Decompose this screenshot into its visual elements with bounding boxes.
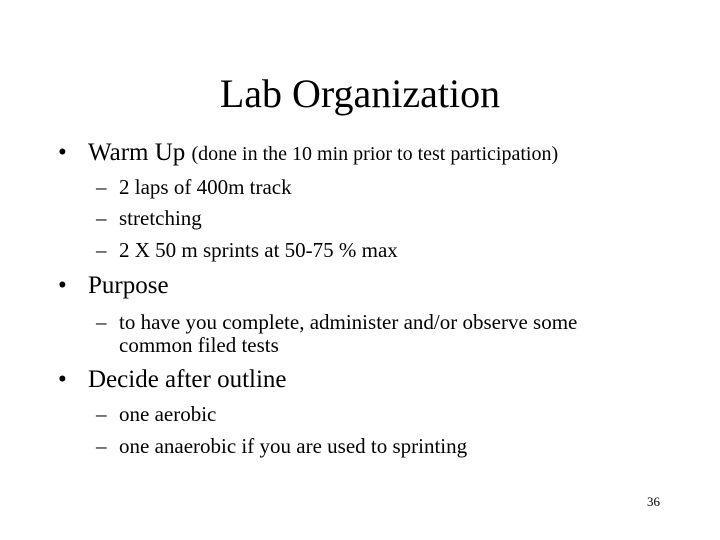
bullet-label: Warm Up — [88, 139, 186, 166]
bullet-marker: • — [58, 139, 67, 166]
bullet-warm-up — [58, 138, 698, 169]
bullet-decide — [58, 365, 698, 395]
bullet-label: Purpose — [88, 272, 169, 299]
sub-item — [96, 433, 467, 459]
sub-item — [96, 401, 216, 427]
sub-item-text: to have you complete, administer and/or observe some common filed tests — [119, 310, 578, 357]
sub-item-text: stretching — [119, 206, 202, 230]
dash-marker: – — [96, 434, 107, 458]
sub-item-text: 2 laps of 400m track — [119, 175, 292, 199]
bullet-purpose — [58, 271, 698, 301]
bullet-marker: • — [58, 272, 67, 299]
dash-marker: – — [96, 206, 107, 230]
page-number: 36 — [647, 494, 660, 509]
sub-item — [96, 237, 398, 263]
dash-marker: – — [96, 310, 107, 334]
sub-item — [96, 311, 656, 357]
sub-item — [96, 205, 202, 231]
bullet-note: (done in the 10 min prior to test participation) — [191, 143, 559, 165]
sub-item-text: one anaerobic if you are used to sprinting — [119, 434, 468, 458]
slide-title: Lab Organization — [219, 71, 501, 116]
dash-marker: – — [96, 402, 107, 426]
dash-marker: – — [96, 175, 107, 199]
sub-item-text: 2 X 50 m sprints at 50-75 % max — [119, 238, 398, 262]
bullet-marker: • — [58, 366, 67, 393]
bullet-label: Decide after outline — [88, 366, 287, 393]
sub-item-text: one aerobic — [119, 402, 217, 426]
dash-marker: – — [96, 238, 107, 262]
sub-item — [96, 174, 292, 200]
